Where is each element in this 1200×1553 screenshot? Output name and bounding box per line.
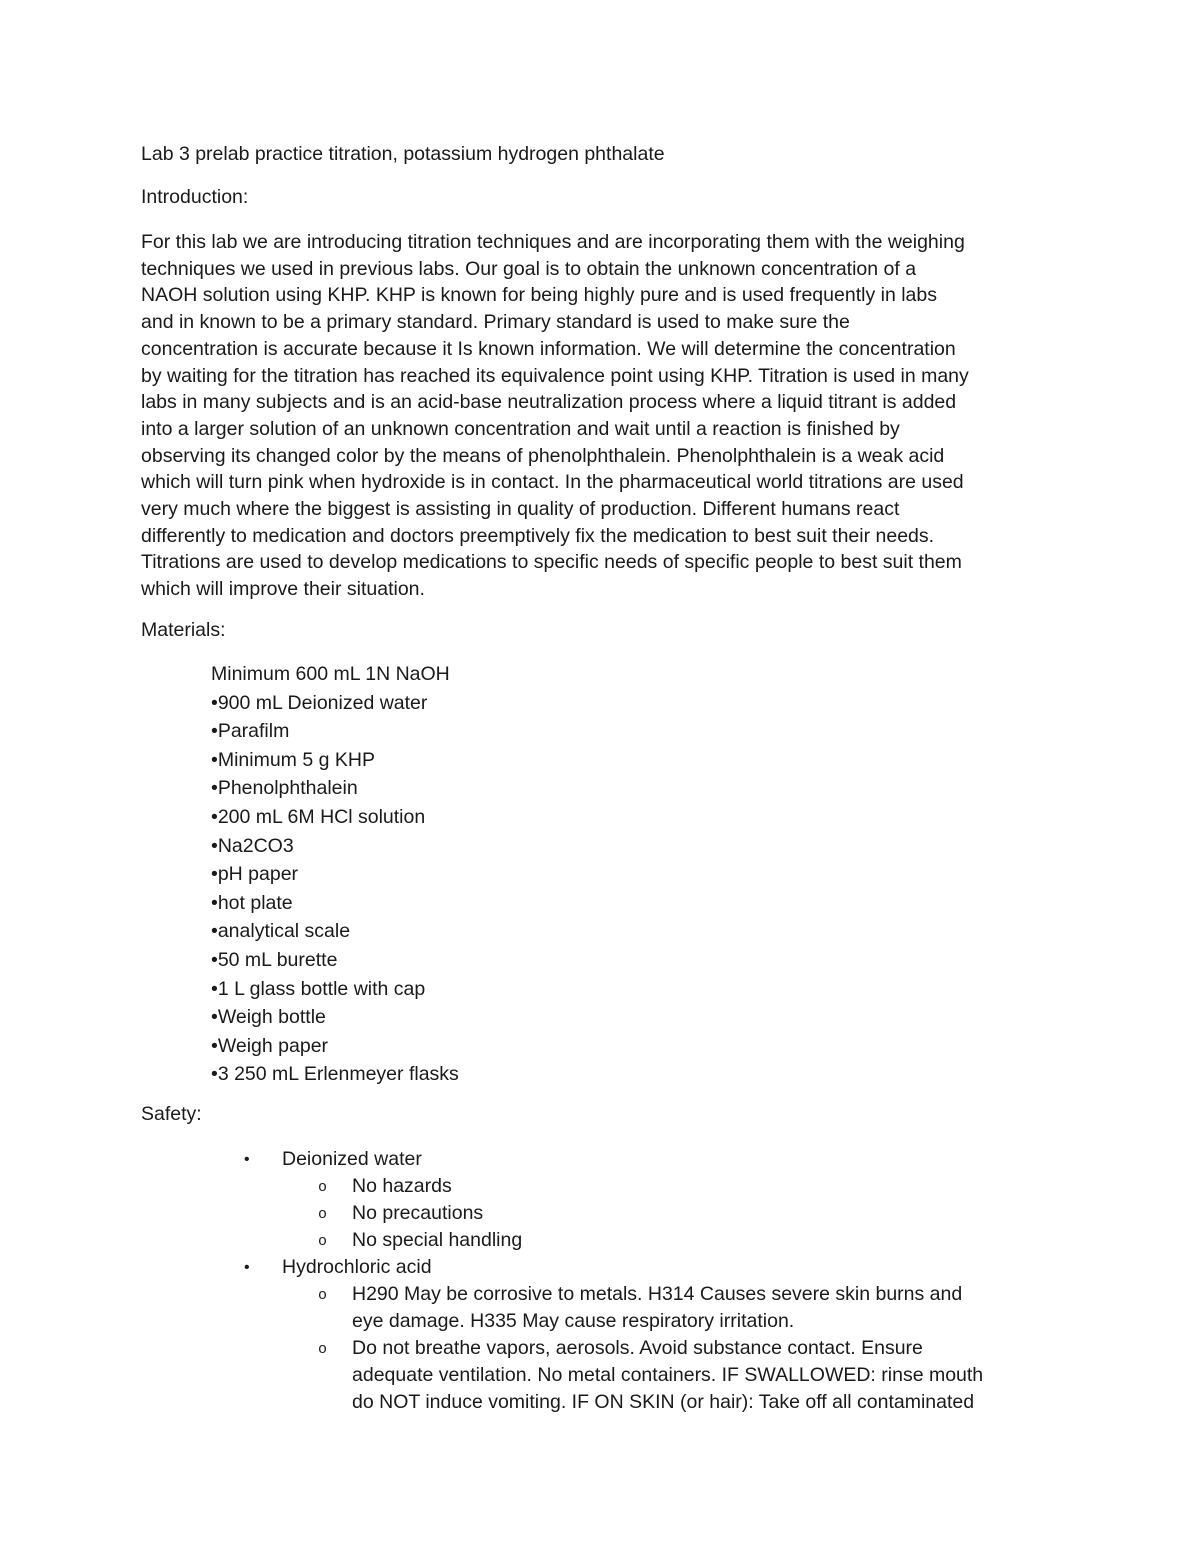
safety-item-label: Hydrochloric acid bbox=[282, 1256, 432, 1278]
bullet-icon: • bbox=[244, 1259, 250, 1276]
materials-item: •analytical scale bbox=[211, 920, 351, 943]
paragraph-line: NAOH solution using KHP. KHP is known for being highly pure and is used frequently in labs bbox=[141, 284, 937, 307]
paragraph-line: which will turn pink when hydroxide is in contact. In the pharmaceutical world titrations are used bbox=[141, 471, 964, 494]
materials-item: •Phenolphthalein bbox=[211, 777, 358, 800]
materials-item: •pH paper bbox=[211, 863, 299, 886]
paragraph-line: observing its changed color by the means of phenolphthalein. Phenolphthalein is a weak acid bbox=[141, 444, 945, 467]
introduction-heading: Introduction: bbox=[141, 186, 249, 208]
bullet-icon: • bbox=[244, 1151, 250, 1168]
sub-bullet-icon: o bbox=[318, 1287, 328, 1304]
materials-item: •Weigh bottle bbox=[211, 1006, 326, 1029]
paragraph-line: For this lab we are introducing titration techniques and are incorporating them with the weighing bbox=[141, 231, 965, 253]
sub-bullet-icon: o bbox=[318, 1179, 328, 1196]
safety-subitem bbox=[0, 1173, 1072, 1200]
safety-subitem bbox=[0, 1335, 1072, 1416]
materials-item: •hot plate bbox=[211, 891, 293, 914]
paragraph-line: labs in many subjects and is an acid-base neutralization process where a liquid titrant is added bbox=[141, 391, 957, 414]
safety-subitem bbox=[0, 1200, 1072, 1227]
paragraph-line: and in known to be a primary standard. Primary standard is used to make sure the bbox=[141, 311, 850, 334]
paragraph-line: into a larger solution of an unknown concentration and wait until a reaction is finished by bbox=[141, 417, 900, 440]
paragraph-line: which will improve their situation. bbox=[141, 578, 425, 601]
materials-heading: Materials: bbox=[141, 619, 226, 641]
materials-item: •Minimum 5 g KHP bbox=[211, 748, 375, 771]
safety-subitem-text: No special handling bbox=[352, 1229, 523, 1251]
materials-item: •200 mL 6M HCl solution bbox=[211, 805, 426, 828]
materials-list bbox=[211, 660, 459, 1089]
safety-subitem bbox=[0, 1281, 1072, 1335]
safety-subitem-text: No hazards bbox=[352, 1175, 452, 1197]
materials-item: •Weigh paper bbox=[211, 1034, 329, 1057]
materials-item: •Na2CO3 bbox=[211, 834, 294, 857]
paragraph-line: differently to medication and doctors preemptively fix the medication to best suit their needs. bbox=[141, 524, 935, 547]
safety-subitem-text: adequate ventilation. No metal containers. IF SWALLOWED: rinse mouth bbox=[352, 1364, 984, 1386]
paragraph-line: Titrations are used to develop medications to specific needs of specific people to best suit them bbox=[141, 551, 962, 574]
safety-subitem-text: Do not breathe vapors, aerosols. Avoid substance contact. Ensure bbox=[352, 1337, 923, 1359]
materials-item: •900 mL Deionized water bbox=[211, 691, 428, 714]
paragraph-line: by waiting for the titration has reached its equivalence point using KHP. Titration is used in many bbox=[141, 364, 969, 387]
safety-subitem-text: eye damage. H335 May cause respiratory irritation. bbox=[352, 1310, 795, 1332]
paragraph-line: techniques we used in previous labs. Our goal is to obtain the unknown concentration of a bbox=[141, 257, 917, 280]
sub-bullet-icon: o bbox=[318, 1233, 328, 1250]
materials-item: Minimum 600 mL 1N NaOH bbox=[211, 663, 450, 685]
sub-bullet-icon: o bbox=[318, 1341, 328, 1358]
safety-subitem bbox=[0, 1227, 1072, 1254]
safety-item-deionized-water bbox=[0, 1146, 1200, 1173]
materials-item: •Parafilm bbox=[211, 720, 290, 743]
materials-item: •1 L glass bottle with cap bbox=[211, 977, 426, 1000]
sub-bullet-icon: o bbox=[318, 1206, 328, 1223]
paragraph-line: concentration is accurate because it Is known information. We will determine the concentration bbox=[141, 337, 956, 360]
safety-subitem-text: No precautions bbox=[352, 1202, 484, 1224]
materials-item: •3 250 mL Erlenmeyer flasks bbox=[211, 1063, 459, 1086]
materials-item: •50 mL burette bbox=[211, 948, 338, 971]
safety-list bbox=[0, 1146, 1200, 1416]
introduction-paragraph bbox=[141, 229, 1071, 603]
safety-item-hydrochloric-acid bbox=[0, 1254, 1200, 1281]
page-title: Lab 3 prelab practice titration, potassium hydrogen phthalate bbox=[141, 143, 665, 165]
safety-subitem-text: do NOT induce vomiting. IF ON SKIN (or hair): Take off all contaminated bbox=[352, 1391, 975, 1413]
safety-item-label: Deionized water bbox=[282, 1148, 422, 1170]
safety-heading: Safety: bbox=[141, 1103, 202, 1125]
safety-subitem-text: H290 May be corrosive to metals. H314 Causes severe skin burns and bbox=[352, 1283, 963, 1305]
paragraph-line: very much where the biggest is assisting in quality of production. Different humans react bbox=[141, 498, 900, 521]
